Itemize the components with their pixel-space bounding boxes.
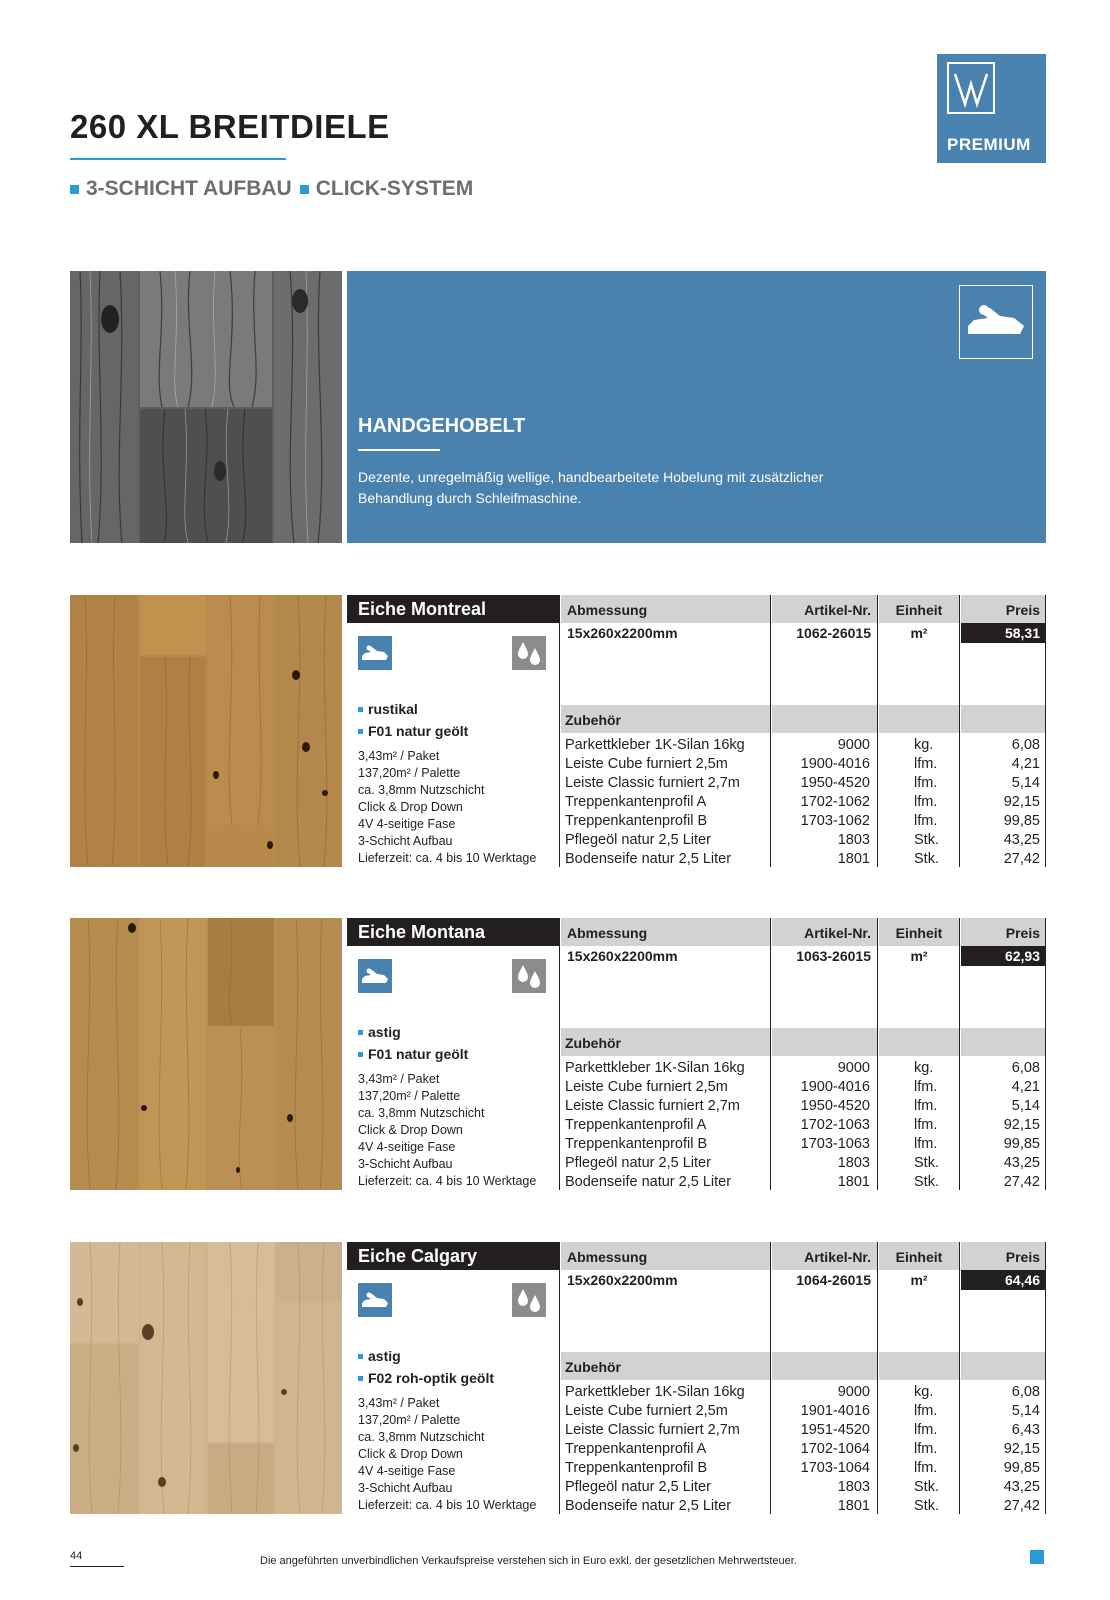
wood-sample-image (70, 918, 342, 1190)
acc-einheit: lfm. (914, 1079, 938, 1095)
w-logo-icon (947, 62, 995, 114)
main-preis: 64,46 (961, 1270, 1046, 1290)
main-abmessung: 15x260x2200mm (567, 1272, 678, 1288)
accessory-row (559, 850, 1046, 869)
acc-preis: 6,08 (1011, 737, 1040, 753)
header-einheit: Einheit (879, 1242, 959, 1270)
header-artikel: Artikel-Nr. (772, 918, 877, 946)
acc-artikel: 1950-4520 (800, 775, 870, 791)
acc-artikel: 9000 (837, 737, 870, 753)
hand-planer-icon (358, 959, 392, 993)
oil-drops-icon (512, 636, 546, 670)
acc-einheit: Stk. (914, 1498, 939, 1514)
main-einheit: m² (910, 948, 928, 964)
product-specs (358, 1395, 536, 1514)
hero-wood-image (70, 271, 342, 543)
spec-line: 3,43m² / Paket (358, 749, 440, 763)
main-einheit: m² (910, 1272, 928, 1288)
accessory-row (559, 1078, 1046, 1097)
accessory-row (559, 1097, 1046, 1116)
bullet-square (358, 1376, 363, 1381)
zubehoer-bar (772, 705, 877, 733)
accessory-row (559, 831, 1046, 850)
header-einheit: Einheit (879, 595, 959, 623)
hand-planer-icon (959, 285, 1033, 359)
accessory-row (559, 755, 1046, 774)
accessory-row (559, 1440, 1046, 1459)
acc-einheit: lfm. (914, 794, 938, 810)
acc-artikel: 1900-4016 (800, 756, 870, 772)
main-artikel: 1064-26015 (796, 1272, 871, 1288)
hero-description: Dezente, unregelmäßig wellige, handbearbeitete Hobelung mit zusätzlicher Behandlung durch Schleifmaschine. (358, 469, 824, 506)
product-name: Eiche Calgary (347, 1242, 559, 1270)
acc-einheit: kg. (914, 1384, 934, 1400)
acc-preis: 43,25 (1003, 832, 1040, 848)
acc-name: Treppenkantenprofil A (565, 794, 707, 810)
spec-line: Lieferzeit: ca. 4 bis 10 Werktage (358, 1498, 537, 1512)
spec-line: Lieferzeit: ca. 4 bis 10 Werktage (358, 851, 537, 865)
zubehoer-bar (772, 1352, 877, 1380)
premium-label: PREMIUM (947, 135, 1031, 154)
acc-preis: 99,85 (1003, 813, 1040, 829)
acc-einheit: kg. (914, 737, 934, 753)
accessory-row (559, 1478, 1046, 1497)
accessory-row (559, 774, 1046, 793)
accessory-row (559, 1459, 1046, 1478)
acc-artikel: 1803 (837, 1155, 870, 1171)
spec-line: 3-Schicht Aufbau (358, 834, 453, 848)
acc-preis: 92,15 (1003, 1117, 1040, 1133)
feature-text: astig (368, 1348, 401, 1364)
acc-name: Leiste Classic furniert 2,7m (565, 1098, 740, 1114)
acc-name: Treppenkantenprofil B (565, 1136, 708, 1152)
page-number: 44 (70, 1550, 83, 1562)
acc-preis: 27,42 (1003, 851, 1040, 867)
feature-item (358, 720, 468, 742)
acc-artikel: 1703-1063 (800, 1136, 870, 1152)
acc-preis: 6,43 (1011, 1422, 1040, 1438)
main-artikel: 1062-26015 (796, 625, 871, 641)
feature-item (358, 1043, 468, 1065)
bullet-square (358, 1030, 363, 1035)
main-abmessung: 15x260x2200mm (567, 625, 678, 641)
acc-name: Bodenseife natur 2,5 Liter (565, 1498, 732, 1514)
accessory-list (559, 1383, 1046, 1516)
feature-item (358, 1021, 468, 1043)
spec-line: 3-Schicht Aufbau (358, 1157, 453, 1171)
acc-einheit: lfm. (914, 1403, 938, 1419)
product-name: Eiche Montreal (347, 595, 559, 623)
spec-line: Click & Drop Down (358, 1123, 463, 1137)
acc-artikel: 1801 (837, 1498, 870, 1514)
feature-item (358, 1345, 494, 1367)
acc-einheit: lfm. (914, 1460, 938, 1476)
hero-panel (347, 271, 1046, 543)
acc-einheit: Stk. (914, 851, 939, 867)
subtitle (70, 177, 481, 201)
acc-preis: 6,08 (1011, 1384, 1040, 1400)
acc-preis: 99,85 (1003, 1460, 1040, 1476)
hero-heading-underline (358, 449, 440, 451)
accessory-row (559, 1383, 1046, 1402)
spec-line: ca. 3,8mm Nutzschicht (358, 1430, 485, 1444)
accessory-row (559, 736, 1046, 755)
product-eiche-montana (70, 918, 1046, 1190)
accessory-list (559, 736, 1046, 869)
header-abmessung: Abmessung (561, 595, 770, 623)
header-preis: Preis (961, 595, 1046, 623)
acc-preis: 4,21 (1011, 1079, 1040, 1095)
acc-name: Parkettkleber 1K-Silan 16kg (565, 1060, 745, 1076)
zubehoer-bar (879, 705, 959, 733)
spec-line: 4V 4-seitige Fase (358, 817, 456, 831)
wood-sample-image (70, 1242, 342, 1514)
acc-name: Pflegeöl natur 2,5 Liter (565, 1155, 711, 1171)
acc-name: Pflegeöl natur 2,5 Liter (565, 1479, 711, 1495)
header-einheit: Einheit (879, 918, 959, 946)
subtitle-text: 3-SCHICHT AUFBAU (86, 177, 292, 200)
acc-name: Treppenkantenprofil A (565, 1117, 707, 1133)
zubehoer-bar (772, 1028, 877, 1056)
zubehoer-bar (961, 1352, 1046, 1380)
acc-einheit: lfm. (914, 775, 938, 791)
subtitle-item (300, 177, 474, 201)
header-artikel: Artikel-Nr. (772, 1242, 877, 1270)
acc-artikel: 9000 (837, 1384, 870, 1400)
acc-artikel: 1803 (837, 1479, 870, 1495)
footer-note: Die angeführten unverbindlichen Verkaufspreise verstehen sich in Euro exkl. der gesetzlichen Mehrwertsteuer. (260, 1555, 797, 1567)
acc-name: Treppenkantenprofil B (565, 813, 708, 829)
acc-einheit: lfm. (914, 813, 938, 829)
acc-name: Leiste Cube furniert 2,5m (565, 1403, 728, 1419)
spec-line: Click & Drop Down (358, 1447, 463, 1461)
oil-drops-icon (512, 1283, 546, 1317)
spec-line: 137,20m² / Palette (358, 1089, 461, 1103)
spec-line: 3,43m² / Paket (358, 1072, 440, 1086)
hero-heading: HANDGEHOBELT (358, 415, 526, 437)
zubehoer-bar (879, 1352, 959, 1380)
acc-artikel: 1803 (837, 832, 870, 848)
acc-name: Leiste Cube furniert 2,5m (565, 1079, 728, 1095)
header-preis: Preis (961, 1242, 1046, 1270)
acc-artikel: 1801 (837, 851, 870, 867)
footer-accent-square (1030, 1550, 1044, 1564)
acc-preis: 5,14 (1011, 1098, 1040, 1114)
product-eiche-montreal (70, 595, 1046, 867)
acc-preis: 92,15 (1003, 794, 1040, 810)
feature-text: rustikal (368, 701, 418, 717)
main-preis: 58,31 (961, 623, 1046, 643)
acc-artikel: 1951-4520 (800, 1422, 870, 1438)
zubehoer-bar (961, 705, 1046, 733)
acc-artikel: 1702-1064 (800, 1441, 870, 1457)
header-abmessung: Abmessung (561, 1242, 770, 1270)
spec-line: ca. 3,8mm Nutzschicht (358, 783, 485, 797)
accessory-list (559, 1059, 1046, 1192)
acc-preis: 92,15 (1003, 1441, 1040, 1457)
acc-einheit: lfm. (914, 756, 938, 772)
acc-einheit: lfm. (914, 1441, 938, 1457)
acc-preis: 27,42 (1003, 1174, 1040, 1190)
premium-badge (937, 54, 1046, 163)
acc-einheit: lfm. (914, 1422, 938, 1438)
zubehoer-bar (879, 1028, 959, 1056)
acc-einheit: Stk. (914, 1174, 939, 1190)
product-name: Eiche Montana (347, 918, 559, 946)
spec-line: Lieferzeit: ca. 4 bis 10 Werktage (358, 1174, 537, 1188)
acc-preis: 4,21 (1011, 756, 1040, 772)
accessory-row (559, 1421, 1046, 1440)
subtitle-item (70, 177, 292, 201)
zubehoer-label: Zubehör (565, 1359, 621, 1375)
feature-text: F01 natur geölt (368, 723, 469, 739)
accessory-row (559, 1059, 1046, 1078)
product-features (358, 698, 468, 742)
acc-einheit: Stk. (914, 1479, 939, 1495)
acc-name: Bodenseife natur 2,5 Liter (565, 1174, 732, 1190)
title-underline (70, 158, 286, 160)
subtitle-text: CLICK-SYSTEM (315, 177, 474, 200)
main-abmessung: 15x260x2200mm (567, 948, 678, 964)
accessory-row (559, 812, 1046, 831)
zubehoer-label: Zubehör (565, 712, 621, 728)
spec-line: 3-Schicht Aufbau (358, 1481, 453, 1495)
accessory-row (559, 1173, 1046, 1192)
page-title: 260 XL BREITDIELE (70, 108, 390, 145)
bullet-square (300, 185, 309, 194)
acc-einheit: Stk. (914, 832, 939, 848)
accessory-row (559, 1116, 1046, 1135)
acc-preis: 43,25 (1003, 1479, 1040, 1495)
product-features (358, 1345, 494, 1389)
acc-preis: 99,85 (1003, 1136, 1040, 1152)
acc-name: Treppenkantenprofil A (565, 1441, 707, 1457)
zubehoer-bar (961, 1028, 1046, 1056)
accessory-row (559, 1497, 1046, 1516)
header-artikel: Artikel-Nr. (772, 595, 877, 623)
zubehoer-label: Zubehör (565, 1035, 621, 1051)
spec-line: 4V 4-seitige Fase (358, 1464, 456, 1478)
hand-planer-icon (358, 636, 392, 670)
feature-text: F01 natur geölt (368, 1046, 469, 1062)
hand-planer-icon (358, 1283, 392, 1317)
acc-einheit: lfm. (914, 1117, 938, 1133)
spec-line: ca. 3,8mm Nutzschicht (358, 1106, 485, 1120)
acc-einheit: Stk. (914, 1155, 939, 1171)
spec-line: 137,20m² / Palette (358, 766, 461, 780)
acc-artikel: 1900-4016 (800, 1079, 870, 1095)
bullet-square (358, 1354, 363, 1359)
product-eiche-calgary (70, 1242, 1046, 1514)
main-einheit: m² (910, 625, 928, 641)
acc-name: Parkettkleber 1K-Silan 16kg (565, 1384, 745, 1400)
feature-text: astig (368, 1024, 401, 1040)
acc-name: Leiste Classic furniert 2,7m (565, 775, 740, 791)
bullet-square (358, 1052, 363, 1057)
feature-item (358, 1367, 494, 1389)
acc-einheit: lfm. (914, 1136, 938, 1152)
acc-artikel: 1801 (837, 1174, 870, 1190)
acc-name: Bodenseife natur 2,5 Liter (565, 851, 732, 867)
feature-text: F02 roh-optik geölt (368, 1370, 494, 1386)
product-specs (358, 1071, 536, 1190)
bullet-square (70, 185, 79, 194)
price-table (559, 1242, 1046, 1514)
acc-preis: 27,42 (1003, 1498, 1040, 1514)
bullet-square (358, 707, 363, 712)
product-features (358, 1021, 468, 1065)
main-artikel: 1063-26015 (796, 948, 871, 964)
spec-line: 137,20m² / Palette (358, 1413, 461, 1427)
acc-artikel: 9000 (837, 1060, 870, 1076)
header-abmessung: Abmessung (561, 918, 770, 946)
acc-preis: 5,14 (1011, 1403, 1040, 1419)
accessory-row (559, 1154, 1046, 1173)
acc-name: Treppenkantenprofil B (565, 1460, 708, 1476)
bullet-square (358, 729, 363, 734)
spec-line: Click & Drop Down (358, 800, 463, 814)
page-number-underline (70, 1566, 124, 1567)
acc-name: Parkettkleber 1K-Silan 16kg (565, 737, 745, 753)
acc-artikel: 1702-1063 (800, 1117, 870, 1133)
feature-item (358, 698, 468, 720)
acc-name: Leiste Classic furniert 2,7m (565, 1422, 740, 1438)
accessory-row (559, 1135, 1046, 1154)
acc-preis: 43,25 (1003, 1155, 1040, 1171)
wood-sample-image (70, 595, 342, 867)
acc-name: Leiste Cube furniert 2,5m (565, 756, 728, 772)
accessory-row (559, 1402, 1046, 1421)
acc-einheit: kg. (914, 1060, 934, 1076)
product-specs (358, 748, 536, 867)
acc-artikel: 1703-1064 (800, 1460, 870, 1476)
acc-name: Pflegeöl natur 2,5 Liter (565, 832, 711, 848)
spec-line: 4V 4-seitige Fase (358, 1140, 456, 1154)
oil-drops-icon (512, 959, 546, 993)
accessory-row (559, 793, 1046, 812)
spec-line: 3,43m² / Paket (358, 1396, 440, 1410)
acc-preis: 5,14 (1011, 775, 1040, 791)
acc-preis: 6,08 (1011, 1060, 1040, 1076)
price-table (559, 918, 1046, 1190)
acc-artikel: 1702-1062 (800, 794, 870, 810)
acc-artikel: 1703-1062 (800, 813, 870, 829)
main-preis: 62,93 (961, 946, 1046, 966)
header-preis: Preis (961, 918, 1046, 946)
acc-artikel: 1901-4016 (800, 1403, 870, 1419)
acc-artikel: 1950-4520 (800, 1098, 870, 1114)
acc-einheit: lfm. (914, 1098, 938, 1114)
price-table (559, 595, 1046, 867)
